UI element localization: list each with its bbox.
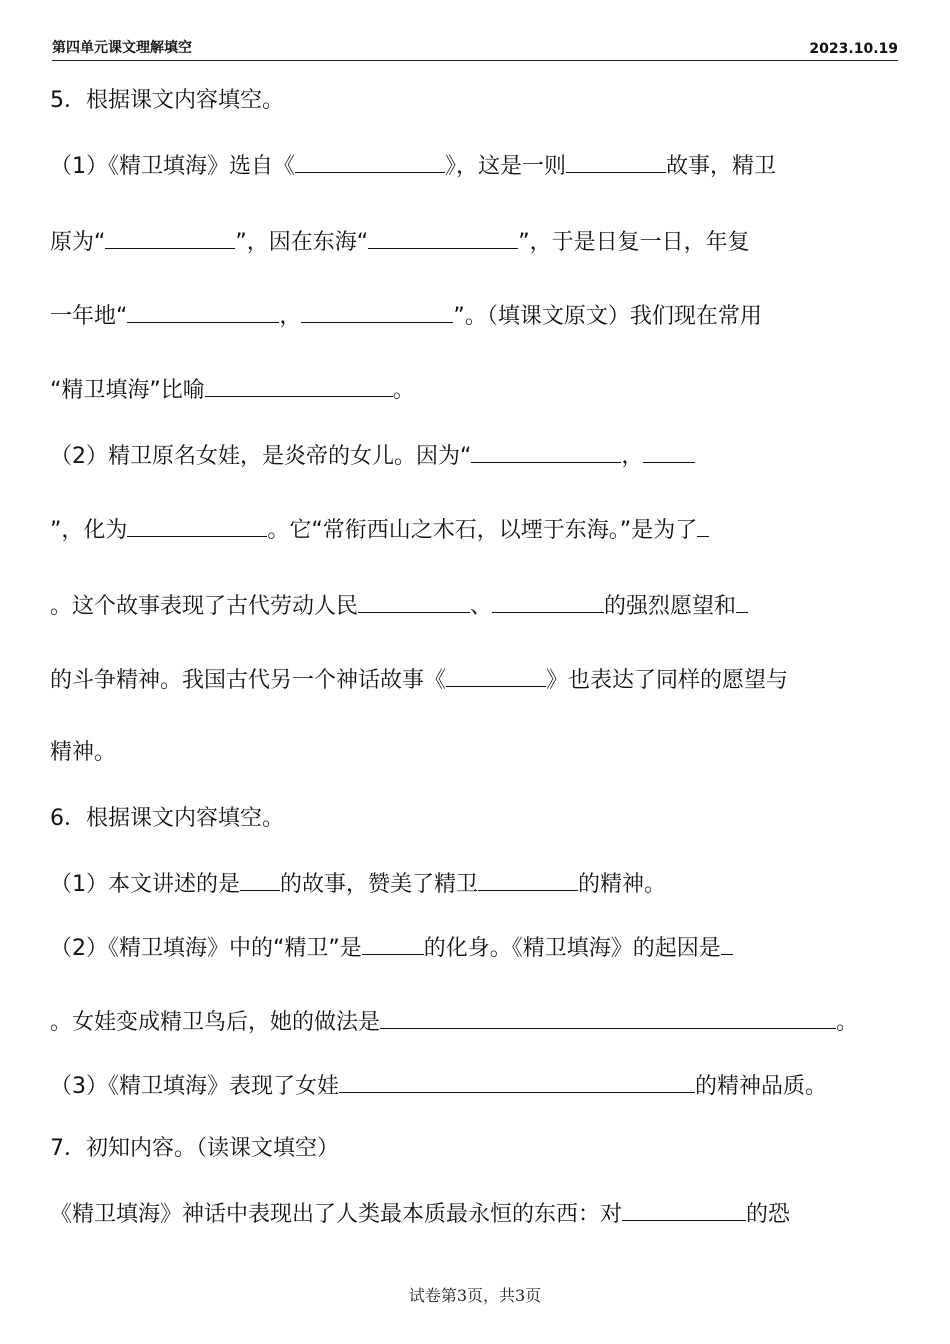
text: ”，于是日复一日，年复 [518,230,750,255]
text: 的故事，赞美了精卫 [280,872,479,897]
answer-blank[interactable] [643,440,695,463]
answer-blank[interactable] [368,226,518,249]
answer-blank[interactable] [339,1070,695,1093]
answer-blank[interactable] [127,300,279,323]
q5-line-1 [50,150,776,182]
q6-line-4 [50,1070,827,1102]
q5-line-7 [50,590,748,622]
answer-blank[interactable] [697,514,709,537]
text: 《精卫填海》神话中表现出了人类最本质最永恒的东西：对 [50,1202,623,1227]
header-title: 第四单元课文理解填空 [52,40,192,56]
q5-heading: 5．根据课文内容填空。 [50,88,284,113]
answer-blank[interactable] [205,374,393,397]
q5-line-6 [50,514,709,546]
answer-blank[interactable] [721,932,733,955]
text: （1）本文讲述的是 [50,872,240,897]
q7-line-1 [50,1198,790,1230]
q6-heading: 6．根据课文内容填空。 [50,806,284,831]
text: 的精神。 [578,872,667,897]
answer-blank[interactable] [566,150,666,173]
text: ”。（填课文原文）我们现在常用 [453,304,762,329]
text: 。它“常衔西山之木石，以堙于东海。”是为了 [267,518,698,543]
text: “精卫填海”比喻 [50,378,205,403]
q5-line-2 [50,226,750,258]
q5-line-8 [50,664,788,696]
text: 的精神品质。 [695,1074,828,1099]
page-header [52,38,898,61]
answer-blank[interactable] [622,1198,746,1221]
text: 的化身。《精卫填海》的起因是 [423,936,721,961]
q5-line-9: 精神。 [50,740,117,765]
text: （1）《精卫填海》选自《 [50,154,295,179]
text: 的斗争精神。我国古代另一个神话故事《 [50,668,447,693]
answer-blank[interactable] [301,300,453,323]
q5-line-3 [50,300,762,332]
text: 、 [470,594,493,619]
answer-blank[interactable] [240,868,280,891]
text: 原为“ [50,230,106,255]
q5-line-5 [50,440,695,472]
text: ， [621,444,644,469]
answer-blank[interactable] [127,514,267,537]
text: ， [279,304,302,329]
text: 。这个故事表现了古代劳动人民 [50,594,359,619]
text: 》也表达了同样的愿望与 [546,668,789,693]
text: ”，化为 [50,518,128,543]
answer-blank[interactable] [358,590,470,613]
text: 》，这是一则 [445,154,567,179]
text: 的恐 [746,1202,791,1227]
answer-blank[interactable] [105,226,235,249]
answer-blank[interactable] [362,932,424,955]
q6-line-3 [50,1006,858,1038]
page-footer: 试卷第3页，共3页 [408,1286,542,1305]
q6-line-2 [50,932,733,964]
text: （2）精卫原名女娃，是炎帝的女儿。因为“ [50,444,472,469]
text: ”，因在东海“ [235,230,369,255]
text: 。 [836,1010,859,1035]
answer-blank[interactable] [736,590,748,613]
answer-blank[interactable] [446,664,546,687]
answer-blank[interactable] [380,1006,836,1029]
answer-blank[interactable] [471,440,621,463]
answer-blank[interactable] [492,590,604,613]
answer-blank[interactable] [295,150,445,173]
q5-line-4 [50,374,415,406]
text: （3）《精卫填海》表现了女娃 [50,1074,339,1099]
text: 的强烈愿望和 [604,594,737,619]
q7-heading: 7．初知内容。（读课文填空） [50,1136,339,1161]
header-date: 2023.10.19 [809,41,898,57]
answer-blank[interactable] [478,868,578,891]
q6-line-1 [50,868,666,900]
text: 。女娃变成精卫鸟后，她的做法是 [50,1010,381,1035]
text: （2）《精卫填海》中的“精卫”是 [50,936,362,961]
text: 故事，精卫 [666,154,777,179]
text: 一年地“ [50,304,128,329]
text: 。 [392,378,415,403]
